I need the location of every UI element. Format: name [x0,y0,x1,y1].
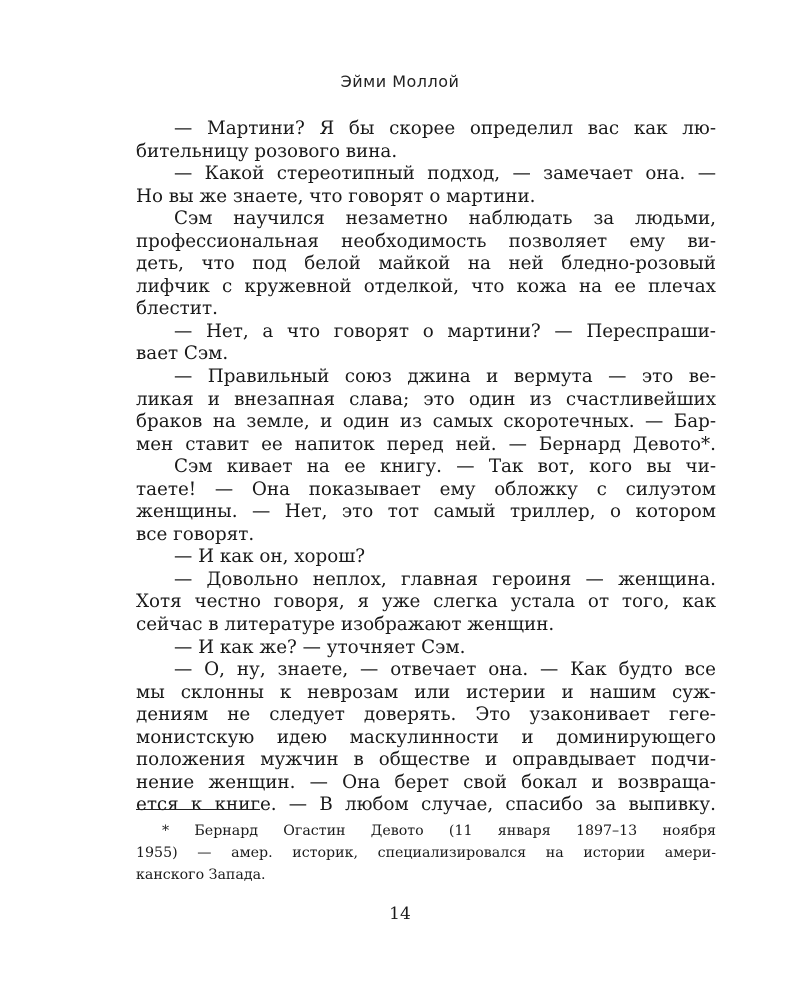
footnote-line: * Бернард Огастин Девото (11 января 1897–13 ноября [162,823,716,839]
text-line: — Довольно неплох, главная героиня — женщина. [174,568,716,590]
text-line: мы склонны к неврозам или истерии и нашим суж- [136,681,716,703]
footnote-line: 1955) — амер. историк, специализировался на истории амери- [136,845,716,861]
text-line: — И как же? — уточняет Сэм. [174,636,466,658]
text-line: ликая и внезапная слава; это один из счастливейших [136,388,716,410]
text-line: Но вы же знаете, что говорят о мартини. [136,185,536,207]
text-line: женщины. — Нет, это тот самый триллер, о котором [136,501,716,523]
text-line: все говорят. [136,523,255,545]
text-line: блестит. [136,298,218,320]
text-line: — О, ну, знаете, — отвечает она. — Как будто все [174,659,716,681]
text-line: нение женщин. — Она берет свой бокал и возвраща- [136,771,716,793]
text-line: Сэм научился незаметно наблюдать за людьми, [174,208,716,230]
footnote-line: канского Запада. [136,867,266,883]
text-line: профессиональная необходимость позволяет ему ви- [136,230,716,252]
text-line: — Какой стереотипный подход, — замечает она. — [174,163,716,185]
body-text [136,118,716,817]
text-line: — Правильный союз джина и вермута — это ве- [174,366,716,388]
text-line: вает Сэм. [136,343,229,365]
text-line: браков на земле, и один из самых скоротечных. — Бар- [136,411,716,433]
text-line: монистскую идею маскулинности и доминирующего [136,726,716,748]
text-line: Хотя честно говоря, я уже слегка устала от того, как [136,591,716,613]
footnote-rule [136,809,260,810]
text-line: бительницу розового вина. [136,140,398,162]
running-head-author: Эйми Моллой [340,72,460,91]
text-line: — И как он, хорош? [174,546,366,568]
text-line: — Мартини? Я бы скорее определил вас как лю- [174,118,716,139]
text-line: сейчас в литературе изображают женщин. [136,614,555,636]
text-line: положения мужчин в обществе и оправдывает подчи- [136,749,716,771]
text-line: дениям не следует доверять. Это узаконивает геге- [136,704,716,726]
text-line: — Нет, а что говорят о мартини? — Переспраши- [174,320,716,342]
footnote [136,820,716,886]
text-line: ется к книге. — В любом случае, спасибо за выпивку. [136,794,716,816]
text-line: лифчик с кружевной отделкой, что кожа на ее плечах [136,275,716,297]
page-number: 14 [389,904,411,924]
text-line: мен ставит ее напиток перед ней. — Бернард Девото*. [136,433,716,455]
text-line: деть, что под белой майкой на ней бледно-розовый [136,253,716,275]
text-line: Сэм кивает на ее книгу. — Так вот, кого вы чи- [174,456,716,478]
text-line: таете! — Она показывает ему обложку с силуэтом [136,478,716,500]
